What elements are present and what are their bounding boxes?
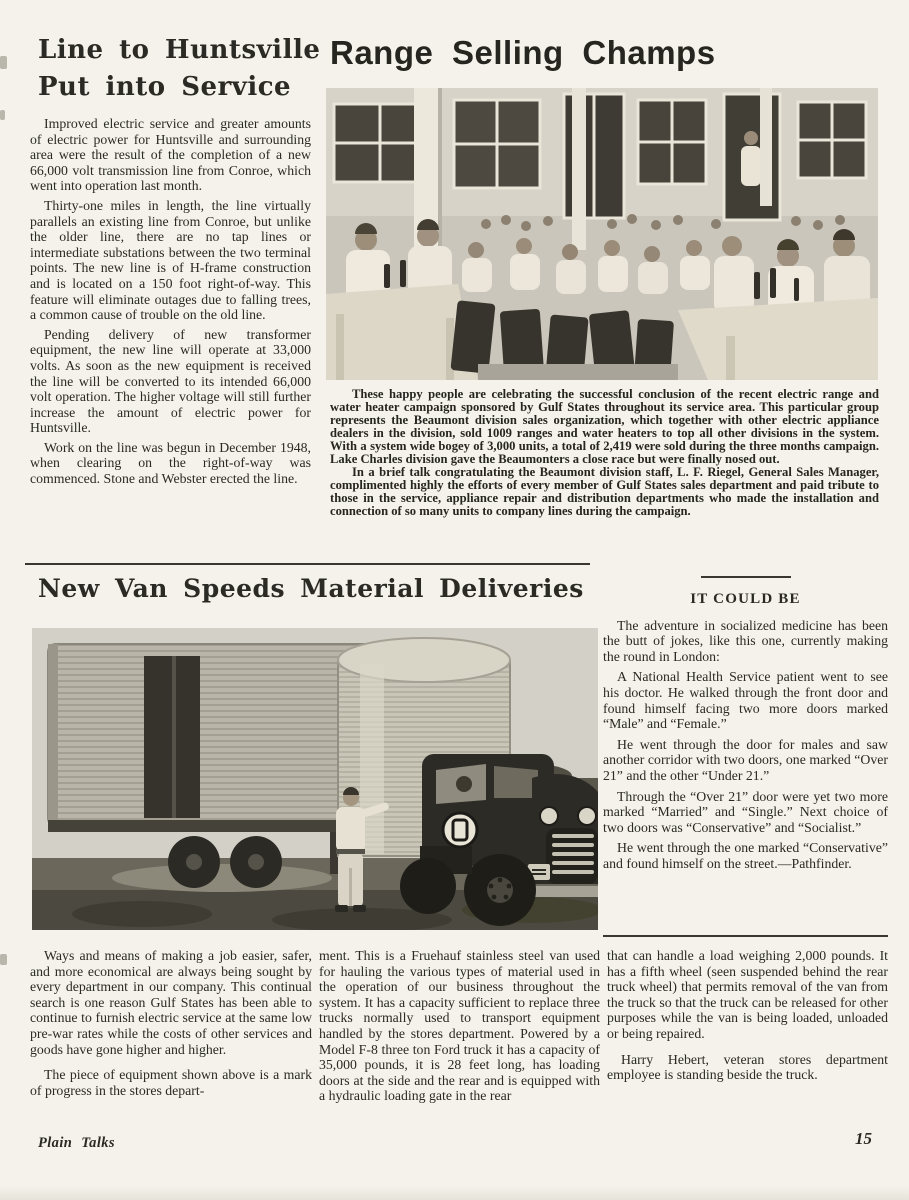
joke-top-rule — [701, 576, 791, 578]
joke-bottom-rule — [603, 935, 888, 937]
joke-article — [603, 576, 888, 877]
scan-bottom-edge — [0, 1186, 909, 1200]
range-photo-caption — [330, 388, 879, 518]
van-paragraph: Harry Hebert, veteran stores department employee is standing beside the truck. — [607, 1051, 888, 1083]
joke-paragraph: Through the “Over 21” door were yet two more marked “Married” and “Single.” Next choice of two doors was “Conservative” and “Socialist.” — [603, 788, 888, 835]
van-article-column-3 — [607, 948, 888, 1093]
range-champs-photo — [326, 88, 878, 380]
huntsville-headline-line2: Put into Service — [38, 72, 292, 102]
banquet-scene-illustration — [326, 88, 878, 380]
van-paragraph: ment. This is a Fruehauf stainless steel van used for hauling the various types of material used in the operation of our business throughout the system. It has a capacity sufficient to replace three trucks normally used to transport equipment handled by the stores department. Powered by a Model F-8 three ton Ford truck it has a capacity of 35,000 pounds, it is 28 feet long, has loading doors at the side and the rear and is equipped with a hydraulic loading gate in the rear — [319, 948, 600, 1104]
truck-scene-illustration — [32, 628, 598, 930]
caption-paragraph: In a brief talk congratulating the Beaumont division staff, L. F. Riegel, General Sales Manager, complimented highly the efforts of every member of Gulf States sales department and paid tribute to those in the service, appliance repair and distribution departments who made the installation and connection of so many units to company lines during the campaign. — [330, 465, 879, 518]
page-number: 15 — [855, 1129, 872, 1148]
van-truck-photo — [32, 628, 598, 930]
scan-artifact — [0, 56, 7, 69]
joke-paragraph: He went through the one marked “Conservative” and found himself on the street.—Pathfinder. — [603, 840, 888, 871]
section-divider-rule — [25, 563, 590, 565]
joke-paragraph: He went through the door for males and saw another corridor with two doors, one marked “Over 21” and the other “Under 21.” — [603, 736, 888, 783]
van-article-column-2 — [319, 948, 600, 1114]
huntsville-paragraph: Work on the line was begun in December 1948, when clearing on the right-of-way was commenced. Stone and Webster erected the line. — [30, 439, 311, 487]
huntsville-paragraph: Improved electric service and greater amounts of electric power for Huntsville and surrounding area were the result of the completion of a new 66,000 volt transmission line from Conroe, which went into operation last month. — [30, 116, 311, 194]
huntsville-headline — [38, 32, 320, 106]
caption-paragraph: These happy people are celebrating the successful conclusion of the recent electric range and water heater campaign sponsored by Gulf States throughout its service area. This particular group represents the Beaumont division sales organization, which together with other electric appliance dealers in the division, sold 1009 ranges and water heaters to top all other divisions in the system. With a system wide bogey of 3,000 units, a total of 2,419 were sold during the three months campaign. Lake Charles division gave the Beaumonters a close race but were finally nosed out. — [330, 387, 879, 466]
van-headline: New Van Speeds Material Deliveries — [38, 574, 584, 603]
van-paragraph: that can handle a load weighing 2,000 pounds. It has a fifth wheel (seen suspended behind the rear truck wheel) that permits removal of the van from the truck so that the truck can be released for other purposes while the van is being loaded, unloaded or being repaired. — [607, 948, 888, 1041]
scan-artifact — [0, 954, 7, 965]
huntsville-paragraph: Pending delivery of new transformer equipment, the new line will operate at 33,000 volts. As soon as the new equipment is received the line will be converted to its intended 66,000 volt operation. The higher voltage will still further increase the amount of electric power for Huntsville. — [30, 326, 311, 436]
van-paragraph: The piece of equipment shown above is a mark of progress in the stores depart- — [30, 1067, 312, 1098]
huntsville-paragraph: Thirty-one miles in length, the line virtually parallels an existing line from Conroe, but unlike the older line, there are no tap lines or intermediate substations between the two terminal points. The new line is of H-frame construction and is located on a 150 foot right-of-way. This feature will eliminate outages due to falling trees, a common cause of trouble on the old line. — [30, 197, 311, 323]
joke-title: IT COULD BE — [690, 591, 801, 607]
range-headline: Range Selling Champs — [330, 34, 716, 71]
huntsville-article-body — [30, 116, 311, 491]
publication-title: Plain Talks — [38, 1135, 115, 1151]
joke-paragraph: The adventure in socialized medicine has been the butt of jokes, like this one, currently making the round in London: — [603, 617, 888, 664]
scan-artifact — [0, 110, 5, 120]
van-article-column-1 — [30, 948, 312, 1108]
huntsville-headline-line1: Line to Huntsville — [38, 35, 321, 65]
joke-paragraph: A National Health Service patient went to see his doctor. He walked through the front door and found himself facing two more doors marked “Male” and “Female.” — [603, 669, 888, 732]
van-paragraph: Ways and means of making a job easier, safer, and more economical are always being sought by every department in our company. This continual search is one reason Gulf States has been able to continue to furnish electric service at the same low pre-war rates while the costs of other services and goods have gone higher and higher. — [30, 948, 312, 1057]
